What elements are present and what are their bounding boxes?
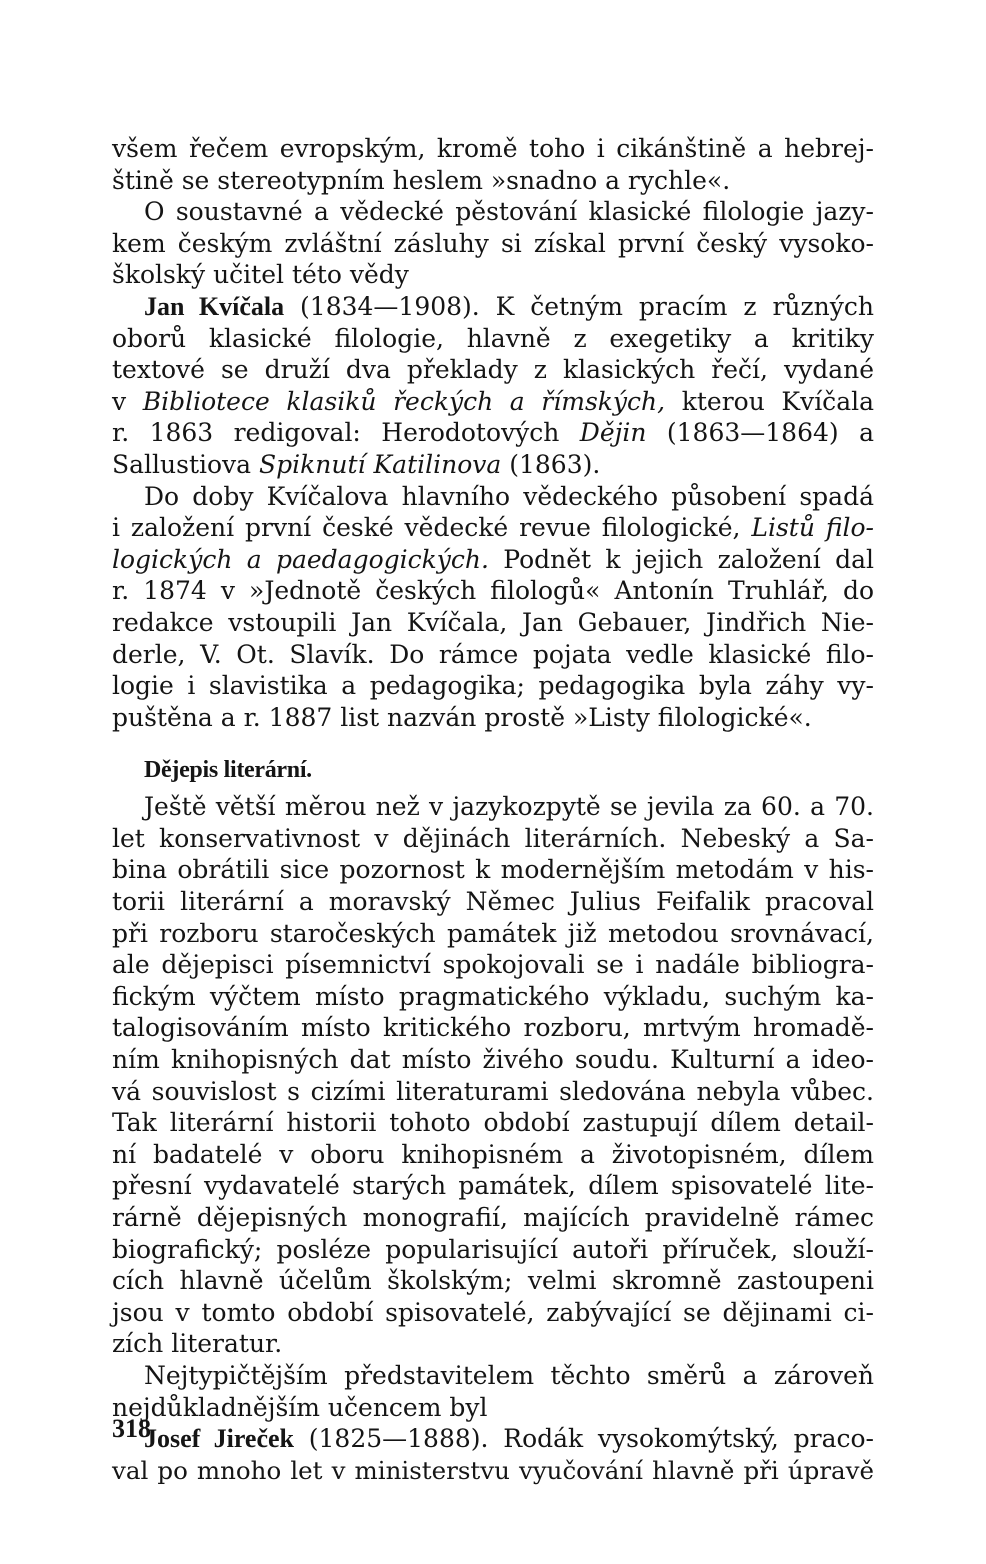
text-line: biografický; posléze popularisující autoři příruček, slouží- bbox=[112, 1234, 874, 1264]
section-heading: Dějepis literární. bbox=[144, 757, 312, 784]
text-line: štině se stereotypním heslem »snadno a rychle«. bbox=[112, 165, 731, 195]
text-line: ní badatelé v oboru knihopisném a životopisném, dílem bbox=[112, 1139, 874, 1169]
person-name: Josef Jireček bbox=[144, 1424, 295, 1454]
text-line: Ještě větší měrou než v jazykozpytě se jevila za 60. a 70. bbox=[144, 792, 874, 822]
text-line: redakce vstoupili Jan Kvíčala, Jan Gebauer, Jindřich Nie- bbox=[112, 607, 874, 637]
text-line: školský učitel této vědy bbox=[112, 260, 409, 290]
text-line: Jan Kvíčala (1834—1908). K četným pracím z různých bbox=[144, 291, 875, 321]
text-line: v Bibliotece klasiků řeckých a římských, kterou Kvíčala bbox=[112, 386, 874, 416]
text-line: Josef Jireček (1825—1888). Rodák vysokomýtský, praco- bbox=[144, 1424, 874, 1454]
text-line: kem českým zvláštní zásluhy si získal první český vysoko- bbox=[112, 228, 874, 258]
text-line: r. 1863 redigoval: Herodotových Dějin (1863—1864) a bbox=[112, 418, 874, 448]
text-line: oborů klasické filologie, hlavně z exegetiky a kritiky bbox=[112, 323, 874, 353]
text-line: zích literatur. bbox=[112, 1329, 283, 1359]
text-line: O soustavné a vědecké pěstování klasické filologie jazy- bbox=[144, 197, 874, 227]
text-line: derle, V. Ot. Slavík. Do rámce pojata vedle klasické filo- bbox=[112, 639, 874, 669]
book-title: Dějin bbox=[579, 418, 647, 448]
page-number: 318 bbox=[112, 1414, 151, 1443]
text-line: cích hlavně účelům školským; velmi skromně zastoupeni bbox=[112, 1266, 874, 1296]
person-name: Jan Kvíčala bbox=[144, 291, 285, 321]
text-line: logických a paedagogických. Podnět k jejich založení dal bbox=[112, 544, 874, 574]
journal-title: logických a paedagogických. bbox=[112, 544, 489, 574]
text-line: torii literární a moravský Němec Julius Feifalik pracoval bbox=[112, 887, 874, 917]
journal-title: Listů filo- bbox=[751, 513, 874, 543]
text-line: puštěna a r. 1887 list nazván prostě »Listy filologické«. bbox=[112, 702, 812, 732]
text-line: i založení první české vědecké revue filologické, Listů filo- bbox=[112, 513, 874, 543]
text-line: val po mnoho let v ministerstvu vyučování hlavně při úpravě bbox=[112, 1455, 874, 1485]
text-line: ním knihopisných dat místo živého soudu. Kulturní a ideo- bbox=[112, 1045, 874, 1075]
text-line: rárně dějepisných monografií, majících pravidelně rámec bbox=[112, 1203, 874, 1232]
text-line: r. 1874 v »Jednotě českých filologů« Antonín Truhlář, do bbox=[112, 576, 874, 606]
book-title: Bibliotece klasiků řeckých a římských, bbox=[142, 386, 666, 416]
text-line: let konservativnost v dějinách literárních. Nebeský a Sa- bbox=[112, 823, 874, 853]
text-line: vá souvislost s cizími literaturami sledována nebyla vůbec. bbox=[112, 1076, 874, 1106]
text-line: ale dějepisci písemnictví spokojovali se i nadále bibliogra- bbox=[112, 950, 874, 980]
text-line: jsou v tomto období spisovatelé, zabývající se dějinami ci- bbox=[112, 1297, 874, 1327]
text-line: logie i slavistika a pedagogika; pedagogika byla záhy vy- bbox=[112, 671, 874, 701]
text-line: všem řečem evropským, kromě toho i cikánštině a hebrej- bbox=[112, 134, 874, 163]
book-title: Spiknutí Katilinova bbox=[259, 449, 502, 479]
text-line: textové se druží dva překlady z klasických řečí, vydané bbox=[112, 355, 874, 385]
text-line: při rozboru staročeských památek již metodou srovnávací, bbox=[112, 918, 874, 948]
text-line: Sallustiova Spiknutí Katilinova (1863). bbox=[112, 449, 601, 479]
text-line: Nejtypičtějším představitelem těchto směrů a zároveň bbox=[144, 1360, 874, 1390]
text-line: přesní vydavatelé starých památek, dílem spisovatelé lite- bbox=[112, 1171, 874, 1201]
text-line: talogisováním místo kritického rozboru, mrtvým hromadě- bbox=[112, 1013, 874, 1043]
text-line: fickým výčtem místo pragmatického výkladu, suchým ka- bbox=[112, 981, 874, 1011]
text-line: Tak literární historii tohoto období zastupují dílem detail- bbox=[112, 1108, 874, 1138]
text-line: nejdůkladnějším učencem byl bbox=[112, 1392, 488, 1422]
body-text bbox=[112, 133, 874, 1486]
text-line: bina obrátili sice pozornost k modernějším metodám v his- bbox=[112, 855, 874, 885]
text-line: Do doby Kvíčalova hlavního vědeckého působení spadá bbox=[144, 481, 874, 511]
